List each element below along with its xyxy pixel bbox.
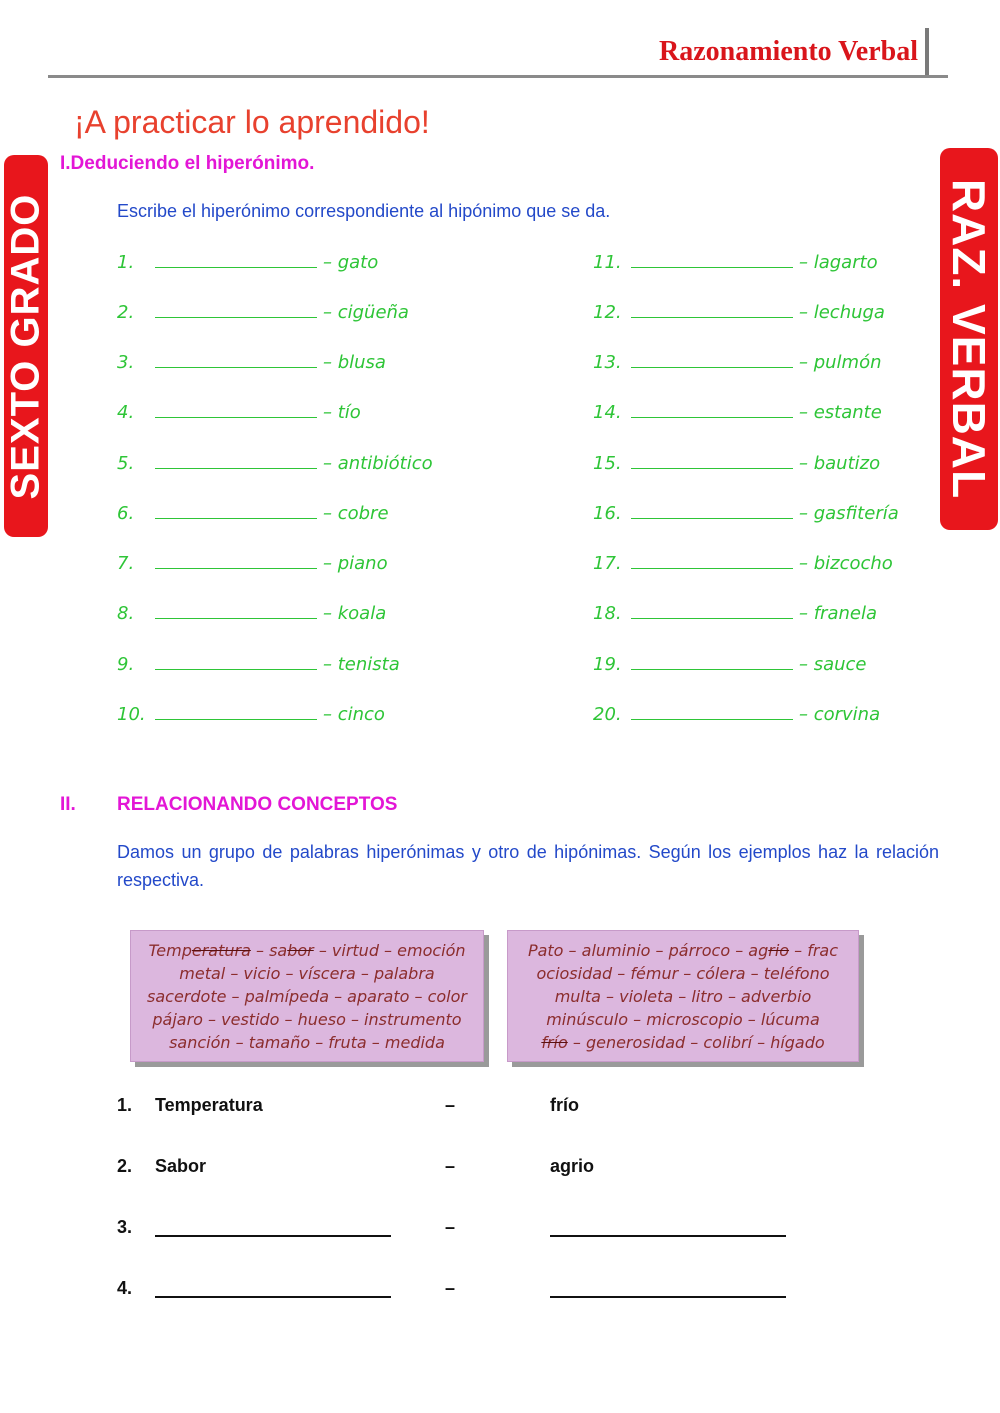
exercise-number: 10. xyxy=(117,704,146,725)
hypernym-word-box xyxy=(130,930,484,1062)
hypernym-answer-blank[interactable] xyxy=(155,1235,391,1237)
relation-hyponym: agrio xyxy=(550,1156,595,1176)
relation-number: 1. xyxy=(117,1095,133,1115)
word-line: Pato – aluminio – párroco – agrio – frac xyxy=(527,940,839,960)
hyponym-word: – koala xyxy=(323,603,387,624)
exercise-number: 3. xyxy=(117,352,135,373)
section1-title: I.Deduciendo el hiperónimo. xyxy=(60,153,315,174)
exercise-item xyxy=(593,450,880,474)
hyponym-word: – corvina xyxy=(799,704,881,725)
relation-dash: – xyxy=(445,1278,456,1298)
exercise-item xyxy=(593,299,885,323)
answer-blank[interactable] xyxy=(155,600,317,619)
hyponym-word: – antibiótico xyxy=(323,453,433,474)
answer-blank[interactable] xyxy=(631,600,793,619)
exercise-item xyxy=(593,249,878,273)
relation-dash: – xyxy=(445,1095,456,1115)
hyponym-word: – bizcocho xyxy=(799,553,893,574)
exercise-number: 17. xyxy=(593,553,622,574)
hyponym-answer-blank[interactable] xyxy=(550,1296,786,1298)
relation-row xyxy=(117,1156,837,1180)
exercise-item xyxy=(593,550,893,574)
answer-blank[interactable] xyxy=(155,399,317,418)
word-line: Temperatura – sabor – virtud – emoción xyxy=(148,940,466,960)
hyponym-word: – bautizo xyxy=(799,453,881,474)
hyponym-word: – pulmón xyxy=(799,352,882,373)
section2-title: RELACIONANDO CONCEPTOS xyxy=(117,794,398,815)
relation-row xyxy=(117,1278,837,1302)
exercise-number: 12. xyxy=(593,302,622,323)
exercise-number: 19. xyxy=(593,654,622,675)
answer-blank[interactable] xyxy=(155,701,317,720)
hyponym-word: – piano xyxy=(323,553,388,574)
exercise-item xyxy=(593,349,882,373)
exercise-number: 8. xyxy=(117,603,135,624)
side-banner-left xyxy=(4,155,48,537)
exercise-number: 20. xyxy=(593,704,622,725)
exercise-item xyxy=(593,651,867,675)
relation-hyponym: frío xyxy=(550,1095,579,1115)
word-line: sanción – tamaño – fruta – medida xyxy=(169,1032,445,1052)
word-line: minúsculo – microscopio – lúcuma xyxy=(546,1009,820,1029)
page-title: ¡A practicar lo aprendido! xyxy=(74,104,430,140)
answer-blank[interactable] xyxy=(631,450,793,469)
exercise-item xyxy=(117,550,388,574)
exercise-item xyxy=(593,500,899,524)
word-line: pájaro – vestido – hueso – instrumento xyxy=(152,1009,462,1029)
relation-number: 2. xyxy=(117,1156,133,1176)
exercise-number: 6. xyxy=(117,503,135,524)
answer-blank[interactable] xyxy=(631,299,793,318)
exercise-number: 18. xyxy=(593,603,622,624)
answer-blank[interactable] xyxy=(631,349,793,368)
relation-number: 3. xyxy=(117,1217,133,1237)
header-vertical-rule xyxy=(925,28,929,76)
hyponym-word: – cinco xyxy=(323,704,385,725)
relation-dash: – xyxy=(445,1156,456,1176)
exercise-item xyxy=(117,299,409,323)
answer-blank[interactable] xyxy=(155,349,317,368)
exercise-item xyxy=(117,349,386,373)
exercise-number: 2. xyxy=(117,302,135,323)
hyponym-word: – gato xyxy=(323,252,379,273)
side-banner-right-label: RAZ. VERBAL xyxy=(943,178,996,500)
exercise-item xyxy=(117,399,361,423)
relation-hypernym: Sabor xyxy=(155,1156,207,1176)
answer-blank[interactable] xyxy=(155,550,317,569)
answer-blank[interactable] xyxy=(631,399,793,418)
exercise-number: 14. xyxy=(593,402,622,423)
hyponym-word: – tenista xyxy=(323,654,400,675)
exercise-item xyxy=(117,600,386,624)
header-title: Razonamiento Verbal xyxy=(659,36,918,67)
word-line: metal – vicio – víscera – palabra xyxy=(179,963,435,983)
relation-row xyxy=(117,1095,837,1119)
exercise-item xyxy=(117,249,378,273)
exercise-item xyxy=(593,600,877,624)
answer-blank[interactable] xyxy=(155,500,317,519)
exercise-item xyxy=(117,450,433,474)
section2-instruction: Damos un grupo de palabras hiperónimas y otro de hipónimas. Según los ejemplos haz la relación respectiva. xyxy=(117,842,939,890)
word-line: sacerdote – palmípeda – aparato – color xyxy=(147,986,467,1006)
hyponym-word: – sauce xyxy=(799,654,867,675)
exercise-number: 13. xyxy=(593,352,622,373)
exercise-number: 5. xyxy=(117,453,135,474)
side-banner-left-label: SEXTO GRADO xyxy=(4,193,48,499)
hyponym-answer-blank[interactable] xyxy=(550,1235,786,1237)
hyponym-word: – tío xyxy=(323,402,361,423)
section1-instruction: Escribe el hiperónimo correspondiente al hipónimo que se da. xyxy=(117,201,611,221)
exercise-number: 11. xyxy=(593,252,622,273)
answer-blank[interactable] xyxy=(631,500,793,519)
hyponym-word: – cobre xyxy=(323,503,389,524)
hyponym-word: – estante xyxy=(799,402,882,423)
exercise-item xyxy=(593,701,880,725)
side-banner-right xyxy=(940,148,998,530)
word-line: ociosidad – fémur – cólera – teléfono xyxy=(536,963,830,983)
exercise-item xyxy=(593,399,882,423)
exercise-number: 16. xyxy=(593,503,622,524)
answer-blank[interactable] xyxy=(631,550,793,569)
exercise-number: 1. xyxy=(117,252,135,273)
hyponym-word: – lagarto xyxy=(799,252,878,273)
exercise-number: 9. xyxy=(117,654,135,675)
hyponym-word: – blusa xyxy=(323,352,386,373)
exercise-number: 7. xyxy=(117,553,135,574)
answer-blank[interactable] xyxy=(631,651,793,670)
answer-blank[interactable] xyxy=(631,701,793,720)
hyponym-word: – cigüeña xyxy=(323,302,409,323)
hyponym-word-box xyxy=(507,930,859,1062)
hyponym-word: – franela xyxy=(799,603,878,624)
exercise-number: 15. xyxy=(593,453,622,474)
relation-hypernym: Temperatura xyxy=(155,1095,263,1115)
exercise-item xyxy=(117,651,400,675)
header-horizontal-rule xyxy=(48,75,948,78)
hypernym-answer-blank[interactable] xyxy=(155,1296,391,1298)
relation-dash: – xyxy=(445,1217,456,1237)
relation-row xyxy=(117,1217,837,1241)
answer-blank[interactable] xyxy=(155,651,317,670)
relation-number: 4. xyxy=(117,1278,133,1298)
word-line: multa – violeta – litro – adverbio xyxy=(554,986,812,1006)
section2-number: II. xyxy=(60,794,76,815)
word-line: frío – generosidad – colibrí – hígado xyxy=(541,1032,825,1052)
answer-blank[interactable] xyxy=(155,249,317,268)
answer-blank[interactable] xyxy=(631,249,793,268)
exercise-item xyxy=(117,500,389,524)
answer-blank[interactable] xyxy=(155,299,317,318)
hyponym-word: – gasfitería xyxy=(799,503,899,524)
answer-blank[interactable] xyxy=(155,450,317,469)
hyponym-word: – lechuga xyxy=(799,302,885,323)
exercise-number: 4. xyxy=(117,402,135,423)
exercise-item xyxy=(117,701,385,725)
